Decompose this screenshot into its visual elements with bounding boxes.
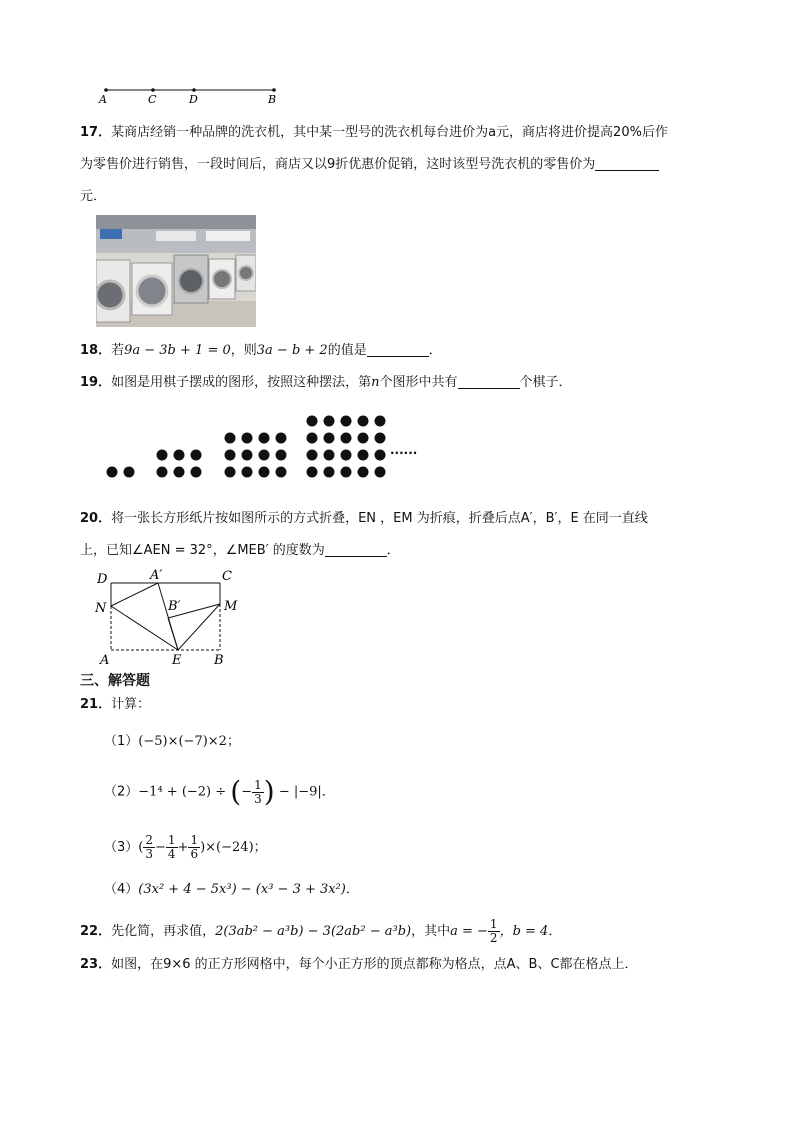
punct: ． bbox=[321, 784, 335, 800]
chess-piece bbox=[324, 433, 335, 444]
chess-pattern-figure bbox=[104, 408, 444, 484]
chess-piece bbox=[324, 450, 335, 461]
chess-piece bbox=[358, 416, 369, 427]
part-1 bbox=[104, 730, 240, 749]
chess-piece bbox=[191, 467, 202, 478]
question-18 bbox=[80, 342, 442, 360]
answer-blank[interactable] bbox=[595, 156, 659, 171]
fraction bbox=[143, 834, 155, 861]
question-23 bbox=[80, 956, 638, 974]
question-text: 如图，在9×6 的正方形网格中，每个小正方形的顶点都称为格点，点A、B、C都在格点上． bbox=[111, 957, 638, 972]
chess-piece bbox=[174, 450, 185, 461]
chess-piece bbox=[341, 433, 352, 444]
label-d: D bbox=[97, 572, 108, 587]
question-20 bbox=[80, 510, 648, 528]
chess-piece bbox=[307, 433, 318, 444]
question-17-line2 bbox=[80, 156, 659, 174]
minus-sign: − bbox=[241, 784, 253, 800]
question-text: 为零售价进行销售，一段时间后，商店又以9折优惠价促销，这时该型号洗衣机的零售价为 bbox=[80, 157, 596, 172]
question-17-line3 bbox=[80, 188, 106, 206]
label-b: B bbox=[214, 653, 224, 668]
question-text: 计算： bbox=[111, 697, 151, 712]
expression: )×(−24) bbox=[200, 840, 254, 855]
answer-blank[interactable] bbox=[325, 542, 387, 557]
punct: ． bbox=[548, 924, 562, 939]
question-text: 若 bbox=[111, 343, 125, 358]
equation: 9a − 3b + 1 = 0 bbox=[124, 343, 231, 358]
chess-piece bbox=[375, 433, 386, 444]
question-text: 个棋子． bbox=[519, 375, 572, 390]
chess-piece bbox=[225, 433, 236, 444]
label-m: M bbox=[224, 599, 238, 614]
question-21 bbox=[80, 696, 150, 714]
fraction bbox=[252, 779, 264, 806]
question-number: 17． bbox=[80, 125, 112, 140]
question-text: ，∠MEB′ 的度数为 bbox=[212, 543, 325, 558]
chess-piece bbox=[259, 433, 270, 444]
question-17 bbox=[80, 124, 668, 142]
point-label-b: B bbox=[268, 93, 277, 106]
washing-machine-photo bbox=[96, 215, 256, 327]
plus-sign: + bbox=[177, 840, 189, 855]
chess-piece bbox=[242, 450, 253, 461]
question-text: 的值是 bbox=[327, 343, 367, 358]
part-2 bbox=[104, 775, 335, 808]
question-text: ． bbox=[428, 343, 442, 358]
chess-piece bbox=[324, 467, 335, 478]
chess-piece bbox=[259, 450, 270, 461]
chess-piece bbox=[242, 433, 253, 444]
label-e: E bbox=[172, 653, 182, 668]
paren-open: ( bbox=[138, 840, 144, 855]
numerator: 2 bbox=[145, 833, 153, 847]
question-number: 21． bbox=[80, 697, 112, 712]
numerator: 1 bbox=[190, 833, 199, 847]
chess-piece bbox=[276, 467, 287, 478]
question-text: 元． bbox=[80, 189, 107, 204]
chess-piece bbox=[375, 467, 386, 478]
fraction bbox=[188, 834, 200, 861]
punct: ． bbox=[345, 882, 359, 897]
segment-figure bbox=[96, 82, 286, 108]
chess-piece bbox=[242, 467, 253, 478]
chess-piece bbox=[191, 450, 202, 461]
chess-piece bbox=[375, 450, 386, 461]
paren-close: ) bbox=[263, 775, 275, 808]
question-text: 将一张长方形纸片按如图所示的方式折叠，EN ，EM 为折痕，折叠后点A′，B′，E 在同一直线 bbox=[111, 511, 648, 526]
folding-figure bbox=[92, 566, 242, 670]
chess-piece bbox=[358, 433, 369, 444]
expression: (−5)×(−7)×2 bbox=[138, 734, 227, 749]
chess-piece bbox=[324, 416, 335, 427]
chess-piece bbox=[375, 416, 386, 427]
chess-piece bbox=[259, 467, 270, 478]
question-22 bbox=[80, 918, 561, 945]
chess-piece bbox=[225, 450, 236, 461]
chess-piece bbox=[276, 450, 287, 461]
denominator: 3 bbox=[254, 791, 262, 806]
question-number: 18． bbox=[80, 343, 112, 358]
variable-n: n bbox=[371, 375, 380, 390]
chess-piece bbox=[307, 416, 318, 427]
question-text: ，其中 bbox=[411, 924, 451, 939]
answer-blank[interactable] bbox=[367, 342, 429, 357]
chess-piece bbox=[174, 467, 185, 478]
equation: ，b = 4 bbox=[499, 924, 549, 939]
part-label: （4） bbox=[104, 882, 139, 897]
question-text: 上，已知∠AEN = 32° bbox=[80, 543, 213, 558]
expression: 2(3ab² − a³b) − 3(2ab² − a³b) bbox=[215, 924, 412, 939]
chess-piece bbox=[307, 450, 318, 461]
numerator: 1 bbox=[489, 917, 498, 931]
question-number: 23． bbox=[80, 957, 112, 972]
point-label-a: A bbox=[99, 93, 107, 106]
denominator: 4 bbox=[167, 847, 176, 861]
chess-piece bbox=[107, 467, 118, 478]
section-heading: 三、解答题 bbox=[80, 673, 150, 689]
expression: − |−9| bbox=[274, 784, 322, 800]
point-label-c: C bbox=[148, 93, 157, 106]
chess-piece bbox=[157, 467, 168, 478]
part-label: （1） bbox=[104, 734, 139, 749]
question-number: 19． bbox=[80, 375, 112, 390]
part-4 bbox=[104, 878, 359, 897]
chess-piece bbox=[358, 467, 369, 478]
question-number: 22． bbox=[80, 924, 112, 939]
expression: (3x² + 4 − 5x³) − (x³ − 3 + 3x²) bbox=[138, 882, 346, 897]
answer-blank[interactable] bbox=[458, 374, 520, 389]
minus-sign: − bbox=[155, 840, 166, 855]
question-text: 先化简，再求值， bbox=[111, 924, 216, 939]
question-number: 20． bbox=[80, 511, 112, 526]
chess-piece bbox=[341, 450, 352, 461]
label-b-prime: B′ bbox=[168, 599, 181, 614]
chess-piece bbox=[307, 467, 318, 478]
part-3 bbox=[104, 834, 267, 861]
continuation-dots: ...... bbox=[390, 443, 418, 457]
fraction bbox=[488, 918, 500, 945]
chess-piece bbox=[358, 450, 369, 461]
chess-piece bbox=[225, 467, 236, 478]
question-20-line2 bbox=[80, 542, 400, 560]
part-label: （2） bbox=[104, 784, 139, 800]
chess-piece bbox=[341, 416, 352, 427]
question-text: ，则 bbox=[230, 343, 257, 358]
denominator: 6 bbox=[190, 847, 199, 861]
denominator: 3 bbox=[145, 847, 153, 861]
fraction bbox=[166, 834, 178, 861]
label-n: N bbox=[95, 601, 107, 616]
chess-piece bbox=[276, 433, 287, 444]
chess-piece bbox=[341, 467, 352, 478]
paren-open: ( bbox=[230, 775, 242, 808]
chess-piece bbox=[124, 467, 135, 478]
label-a-prime: A′ bbox=[150, 568, 163, 583]
point-label-d: D bbox=[189, 93, 198, 106]
equation: a = − bbox=[450, 924, 488, 939]
expression: 3a − b + 2 bbox=[256, 343, 328, 358]
punct: ； bbox=[226, 734, 240, 749]
question-text: 个图形中共有 bbox=[379, 375, 458, 390]
denominator: 2 bbox=[489, 931, 498, 945]
question-text: ． bbox=[386, 543, 400, 558]
label-a: A bbox=[100, 653, 110, 668]
label-c: C bbox=[222, 569, 232, 584]
question-19 bbox=[80, 374, 572, 392]
expression: −1⁴ + (−2) ÷ bbox=[138, 784, 231, 800]
question-text: 某商店经销一种品牌的洗衣机，其中某一型号的洗衣机每台进价为a元，商店将进价提高20%后作 bbox=[111, 125, 668, 140]
chess-piece bbox=[157, 450, 168, 461]
numerator: 1 bbox=[167, 833, 176, 847]
numerator: 1 bbox=[254, 777, 262, 792]
punct: ； bbox=[253, 840, 267, 855]
question-text: 如图是用棋子摆成的图形，按照这种摆法，第 bbox=[111, 375, 372, 390]
part-label: （3） bbox=[104, 840, 139, 855]
